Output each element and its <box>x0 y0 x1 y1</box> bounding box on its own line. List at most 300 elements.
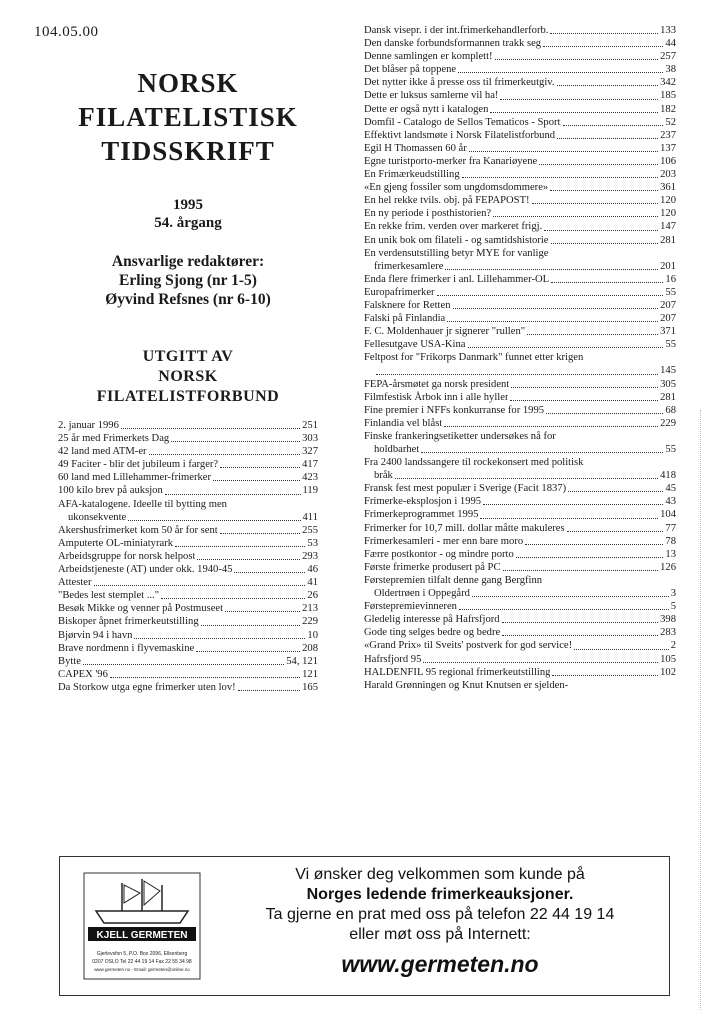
dot-leader <box>510 400 658 401</box>
dot-leader <box>557 85 659 86</box>
entry-page: 237 <box>660 129 676 141</box>
masthead-line: TIDSSKRIFT <box>101 136 275 166</box>
entry-title: Bytte <box>58 655 81 667</box>
index-entry <box>364 495 676 508</box>
entry-page: 229 <box>302 616 318 628</box>
dot-leader <box>500 99 658 100</box>
entry-title: Hafrsfjord 95 <box>364 653 422 665</box>
dot-leader <box>149 454 301 455</box>
dot-leader <box>516 557 664 558</box>
index-entry <box>364 378 676 391</box>
entry-title: 60 land med Lillehammer-frimerker <box>58 472 212 484</box>
entry-title: Harald Grønningen og Knut Knutsen er sjelden- <box>364 679 569 691</box>
entry-title: En Frimærkeudstilling <box>364 169 460 181</box>
entry-page: 371 <box>660 326 676 338</box>
dot-leader <box>532 203 659 204</box>
entry-page: 213 <box>302 603 318 615</box>
entry-title: Europafrimerker <box>364 286 435 298</box>
dot-leader <box>462 177 658 178</box>
editors-heading: Ansvarlige redaktører: <box>111 253 265 270</box>
entry-page: 418 <box>660 470 676 482</box>
entry-page: 26 <box>307 590 318 602</box>
entry-title: Gode ting selges bedre og bedre <box>364 627 501 639</box>
entry-page: 78 <box>665 535 676 547</box>
entry-title: Arbeidstjeneste (AT) under okk. 1940-45 <box>58 564 233 576</box>
entry-title: Færre postkontor - og mindre porto <box>364 548 514 560</box>
dot-leader <box>551 282 663 283</box>
index-entry <box>364 653 676 666</box>
index-entry <box>364 548 676 561</box>
entry-title: Filmfestisk Årbok inn i alle hyller <box>364 391 509 403</box>
entry-title: "Bedes lest stemplet ..." <box>58 590 160 602</box>
dot-leader <box>238 690 300 691</box>
entry-title: Attester <box>58 577 92 589</box>
entry-page: 41 <box>307 577 318 589</box>
dot-leader <box>495 59 659 60</box>
entry-page: 68 <box>665 404 676 416</box>
index-entry <box>364 116 676 129</box>
index-entry <box>58 576 318 589</box>
dot-leader <box>563 125 664 126</box>
dot-leader <box>234 572 305 573</box>
index-entry <box>364 508 676 521</box>
entry-page: 133 <box>660 25 676 36</box>
index-entry <box>364 155 676 168</box>
index-entry <box>364 600 676 613</box>
dot-leader <box>503 570 659 571</box>
entry-title: FEPA-årsmøtet ga norsk president <box>364 378 510 390</box>
entry-page: 137 <box>660 142 676 154</box>
index-entry <box>58 681 318 694</box>
publisher-line: FILATELISTFORBUND <box>96 388 280 405</box>
entry-title: CAPEX '96 <box>58 668 108 680</box>
ad-line-bold: Norges ledende frimerkeauksjoner. <box>306 886 574 903</box>
entry-page: 2 <box>670 640 676 652</box>
dot-leader <box>134 638 305 639</box>
index-entry <box>364 234 676 247</box>
index-entry <box>364 325 676 338</box>
index-entry <box>364 220 676 233</box>
dot-leader <box>444 426 658 427</box>
dot-leader <box>574 649 669 650</box>
entry-title: Arbeidsgruppe for norsk helpost <box>58 550 196 562</box>
entry-title: Biskoper åpnet frimerkeutstilling <box>58 616 199 628</box>
dot-leader <box>220 467 300 468</box>
logo-web: www.germeten.no - Email: germeten@online.no <box>94 967 190 972</box>
ad-line: eller møt oss på Internett: <box>349 926 531 943</box>
index-entry <box>58 602 318 615</box>
logo-phone: 0207 OSLO Tel 22 44 19 14 Fax 22 55 34 98 <box>92 959 192 965</box>
entry-title: 42 land med ATM-er <box>58 446 147 458</box>
dot-leader <box>225 611 300 612</box>
entry-title: 100 kilo brev på auksjon <box>58 485 163 497</box>
index-entry <box>364 142 676 155</box>
entry-title: Brave nordmenn i flyvemaskine <box>58 642 195 654</box>
editor-name: Erling Sjong (nr 1-5) <box>119 272 257 289</box>
publisher-line: UTGITT AV <box>142 348 234 365</box>
entry-page: 165 <box>302 681 318 693</box>
advertisement <box>59 856 670 996</box>
masthead <box>58 66 318 168</box>
entry-title: En ny periode i posthistorien? <box>364 208 492 220</box>
logo-address: Gjerlevsfon 5, P.O. Box 2096, Ellsenberg <box>96 951 188 957</box>
index-entry <box>58 419 318 432</box>
index-entry <box>58 498 318 524</box>
editors <box>58 252 318 309</box>
dot-leader <box>459 609 669 610</box>
entry-title: Effektivt landsmøte i Norsk Filatelistforbund <box>364 129 556 141</box>
index-entry <box>364 561 676 574</box>
entry-title: Da Storkow utga egne frimerker uten lov! <box>58 681 236 693</box>
dot-leader <box>543 46 663 47</box>
entry-page: 102 <box>660 666 676 678</box>
entry-page: 342 <box>660 77 676 89</box>
entry-page: 201 <box>660 260 676 272</box>
dot-leader <box>552 675 658 676</box>
entry-title: Egil H Thomassen 60 år <box>364 142 467 154</box>
entry-title: Frimerkeprogrammet 1995 <box>364 509 479 521</box>
index-entry <box>58 629 318 642</box>
entry-title: Finlandia vel blåst <box>364 417 443 429</box>
publisher-line: NORSK <box>158 368 218 385</box>
entry-page: 126 <box>660 561 676 573</box>
entry-page: 119 <box>302 485 318 497</box>
entry-title: Dette er også nytt i katalogen <box>364 103 489 115</box>
index-entry <box>364 626 676 639</box>
entry-title: Fransk fest mest populær i Sverige (Facit 1837) <box>364 483 567 495</box>
entry-page: 13 <box>665 548 676 560</box>
index-entry <box>364 181 676 194</box>
dot-leader <box>493 216 658 217</box>
index-entry <box>364 129 676 142</box>
dot-leader <box>458 72 663 73</box>
entry-page: 255 <box>302 524 318 536</box>
ad-line: Ta gjerne en prat med oss på telefon 22 44 19 14 <box>265 906 615 923</box>
index-entry <box>364 338 676 351</box>
editor-name: Øyvind Refsnes (nr 6-10) <box>105 291 271 308</box>
entry-title: Enda flere frimerker i anl. Lillehammer-OL <box>364 273 550 285</box>
dot-leader <box>445 269 658 270</box>
index-entry <box>58 445 318 458</box>
dot-leader <box>469 151 658 152</box>
dot-leader <box>546 413 663 414</box>
dot-leader <box>423 662 658 663</box>
entry-title: Falski på Finlandia <box>364 313 446 325</box>
entry-title: Førstepremien tilfalt denne gang Bergfinn <box>364 574 543 586</box>
index-entry <box>364 639 676 652</box>
index-entry <box>364 207 676 220</box>
entry-title: AFA-katalogene. Ideelle til bytting men <box>58 498 227 510</box>
entry-title: Dette er luksus samlerne vil ha! <box>364 90 499 102</box>
dot-leader <box>490 112 658 113</box>
entry-title: F. C. Moldenhauer jr signerer "rullen" <box>364 326 526 338</box>
entry-page: 104 <box>660 509 676 521</box>
entry-page: 293 <box>302 550 318 562</box>
dot-leader <box>128 520 300 521</box>
entry-page: 106 <box>660 155 676 167</box>
index-entry <box>58 642 318 655</box>
entry-page: 229 <box>660 417 676 429</box>
entry-title: Egne turistporto-merker fra Kanariøyene <box>364 155 538 167</box>
year: 1995 <box>173 197 203 213</box>
dot-leader <box>480 518 658 519</box>
publisher <box>58 347 318 407</box>
index-entry <box>364 482 676 495</box>
index-entry <box>58 563 318 576</box>
entry-title: Besøk Mikke og venner på Postmuseet <box>58 603 224 615</box>
dot-leader <box>502 635 658 636</box>
index-entry <box>58 537 318 550</box>
index-entry <box>364 168 676 181</box>
entry-title: 2. januar 1996 <box>58 420 119 431</box>
entry-page: 417 <box>302 459 318 471</box>
entry-title: En rekke frim. verden over markeret frigj. <box>364 221 543 233</box>
entry-title-continued: frimerkesamlere <box>374 260 444 272</box>
dot-leader <box>511 387 658 388</box>
index-entry <box>58 432 318 445</box>
entry-page: 207 <box>660 299 676 311</box>
index-entry <box>364 76 676 89</box>
dot-leader <box>175 546 305 547</box>
dot-leader <box>472 596 669 597</box>
index-entry <box>364 37 676 50</box>
masthead-line: FILATELISTISK <box>78 102 298 132</box>
index-entry <box>364 417 676 430</box>
entry-title-continued: ukonsekvente <box>68 511 127 523</box>
entry-title: Frimerkesamleri - mer enn bare moro <box>364 535 524 547</box>
dot-leader <box>568 491 663 492</box>
entry-title: 25 år med Frimerkets Dag <box>58 433 170 445</box>
entry-page: 145 <box>660 365 676 377</box>
germeten-logo <box>82 871 202 981</box>
volume: 54. årgang <box>154 215 222 231</box>
index-entry <box>364 299 676 312</box>
entry-title-continued: holdbarhet <box>374 444 420 455</box>
entry-title: Fine premier i NFFs konkurranse for 1995 <box>364 404 545 416</box>
logo-name: KJELL GERMETEN <box>96 930 188 941</box>
entry-page: 305 <box>660 378 676 390</box>
entry-title: En hel rekke tvils. obj. på FEPAPOST! <box>364 195 530 207</box>
dot-leader <box>550 190 658 191</box>
right-index-list <box>364 24 676 692</box>
index-entry <box>364 50 676 63</box>
dot-leader <box>165 494 301 495</box>
entry-title: Gledelig interesse på Hafrsfjord <box>364 614 500 626</box>
entry-page: 411 <box>302 511 318 523</box>
dot-leader <box>453 308 659 309</box>
index-entry <box>58 471 318 484</box>
index-entry <box>364 312 676 325</box>
index-entry <box>364 391 676 404</box>
entry-page: 182 <box>660 103 676 115</box>
dot-leader <box>201 625 300 626</box>
index-entry <box>364 247 676 273</box>
entry-page: 120 <box>660 195 676 207</box>
masthead-line: NORSK <box>137 68 239 98</box>
entry-title: Førstepremievinneren <box>364 601 457 613</box>
right-column <box>364 24 676 692</box>
dot-leader <box>395 478 658 479</box>
entry-title: Denne samlingen er komplett! <box>364 51 493 63</box>
entry-title: Første frimerke produsert på PC <box>364 561 501 573</box>
year-block <box>58 196 318 232</box>
entry-title: Falsknere for Retten <box>364 299 451 311</box>
entry-title: Akershusfrimerket kom 50 år for sent <box>58 524 218 536</box>
entry-page: 208 <box>302 642 318 654</box>
ad-text <box>220 865 660 979</box>
entry-title: Dansk visepr. i der int.frimerkehandlerforb. <box>364 25 549 36</box>
entry-title: Bjørvin 94 i havn <box>58 629 133 641</box>
index-entry <box>364 535 676 548</box>
dot-leader <box>421 452 663 453</box>
entry-page: 303 <box>302 433 318 445</box>
entry-page: 281 <box>660 391 676 403</box>
dot-leader <box>161 598 305 599</box>
entry-page: 105 <box>660 653 676 665</box>
entry-title: Domfil - Catalogo de Sellos Tematicos - Sport <box>364 116 561 128</box>
dot-leader <box>525 544 663 545</box>
entry-title: Det blåser på toppene <box>364 64 457 76</box>
entry-page: 16 <box>665 273 676 285</box>
entry-title: Amputerte OL-miniatyrark <box>58 537 174 549</box>
entry-page: 55 <box>665 444 676 455</box>
index-entry <box>58 484 318 497</box>
dot-leader <box>196 651 300 652</box>
dot-leader <box>220 533 300 534</box>
dot-leader <box>483 504 663 505</box>
entry-page: 45 <box>665 483 676 495</box>
dot-leader <box>121 428 300 429</box>
ad-url[interactable]: www.germeten.no <box>341 951 539 977</box>
index-entry <box>364 351 676 377</box>
index-entry <box>364 456 676 482</box>
dot-leader <box>376 374 658 375</box>
index-entry <box>364 63 676 76</box>
index-entry <box>58 589 318 602</box>
entry-page: 327 <box>302 446 318 458</box>
entry-page: 10 <box>307 629 318 641</box>
dot-leader <box>539 164 658 165</box>
left-column <box>58 60 318 694</box>
entry-page: 281 <box>660 234 676 246</box>
page-number: 104.05.00 <box>34 24 99 40</box>
index-entry <box>364 24 676 37</box>
dot-leader <box>437 295 664 296</box>
entry-title: «Grand Prix» til Sveits' postverk for god service! <box>364 640 573 652</box>
scan-margin-marks <box>700 410 711 1010</box>
entry-page: 54, 121 <box>286 655 318 667</box>
index-entry <box>364 613 676 626</box>
entry-page: 185 <box>660 90 676 102</box>
index-entry <box>364 273 676 286</box>
entry-page: 203 <box>660 169 676 181</box>
entry-page: 3 <box>670 588 676 600</box>
entry-title-continued: bråk <box>374 470 393 482</box>
index-entry <box>58 524 318 537</box>
index-entry <box>364 430 676 456</box>
dot-leader <box>567 531 664 532</box>
entry-page: 46 <box>307 564 318 576</box>
dot-leader <box>94 585 306 586</box>
index-entry <box>58 615 318 628</box>
entry-page: 44 <box>665 38 676 50</box>
dot-leader <box>557 138 658 139</box>
entry-title: Fra 2400 landssangere til rockekonsert med politisk <box>364 457 584 469</box>
entry-title: Finske frankeringsetiketter undersøkes nå for <box>364 430 556 442</box>
dot-leader <box>544 230 658 231</box>
dot-leader <box>171 441 300 442</box>
dot-leader <box>213 480 300 481</box>
dot-leader <box>551 243 659 244</box>
entry-title: Det nytter ikke å presse oss til frimerkeutgiv. <box>364 77 555 89</box>
dot-leader <box>468 347 664 348</box>
index-entry <box>364 522 676 535</box>
ad-line: Vi ønsker deg velkommen som kunde på <box>295 866 585 883</box>
entry-page: 38 <box>665 64 676 76</box>
dot-leader <box>447 321 658 322</box>
index-entry <box>364 574 676 600</box>
index-entry <box>364 194 676 207</box>
entry-title-continued: Oldertrøen i Oppegård <box>374 588 470 600</box>
index-entry <box>58 550 318 563</box>
entry-page: 52 <box>665 116 676 128</box>
dot-leader <box>83 664 284 665</box>
index-entry <box>364 286 676 299</box>
entry-title: En unik bok om filateli - og samtidshistorie <box>364 234 549 246</box>
dot-leader <box>502 622 659 623</box>
entry-title: 49 Faciter - blir det jubileum i farger? <box>58 459 219 471</box>
index-entry <box>364 666 676 679</box>
entry-page: 423 <box>302 472 318 484</box>
index-entry <box>58 655 318 668</box>
entry-page: 120 <box>660 208 676 220</box>
left-index-list <box>58 419 318 694</box>
index-entry <box>364 404 676 417</box>
entry-page: 5 <box>670 601 676 613</box>
entry-page: 147 <box>660 221 676 233</box>
entry-page: 55 <box>665 286 676 298</box>
entry-title: En verdensutstilling betyr MYE for vanlige <box>364 247 549 259</box>
entry-title: Frimerker for 10,7 mill. dollar måtte makuleres <box>364 522 565 534</box>
entry-page: 251 <box>302 420 318 431</box>
dot-leader <box>197 559 300 560</box>
entry-title: Den danske forbundsformannen trakk seg <box>364 38 542 50</box>
entry-title: Fellesutgave USA-Kina <box>364 339 466 351</box>
index-entry <box>364 103 676 116</box>
dot-leader <box>110 677 300 678</box>
index-entry <box>364 89 676 102</box>
entry-title: Frimerke-eksplosjon i 1995 <box>364 496 482 508</box>
entry-page: 77 <box>665 522 676 534</box>
entry-title: HALDENFIL 95 regional frimerkeutstilling <box>364 666 551 678</box>
entry-title: «En gjeng fossiler som ungdomsdommere» <box>364 182 549 194</box>
index-entry <box>58 458 318 471</box>
entry-page: 53 <box>307 537 318 549</box>
entry-page: 43 <box>665 496 676 508</box>
entry-page: 207 <box>660 313 676 325</box>
entry-page: 121 <box>302 668 318 680</box>
entry-title: Feltpost for "Frikorps Danmark" funnet etter krigen <box>364 352 584 364</box>
dot-leader <box>550 33 658 34</box>
entry-page: 398 <box>660 614 676 626</box>
entry-page: 257 <box>660 51 676 63</box>
entry-page: 283 <box>660 627 676 639</box>
entry-page: 55 <box>665 339 676 351</box>
dot-leader <box>527 334 658 335</box>
index-entry <box>364 679 676 692</box>
entry-page: 361 <box>660 182 676 194</box>
index-entry <box>58 668 318 681</box>
